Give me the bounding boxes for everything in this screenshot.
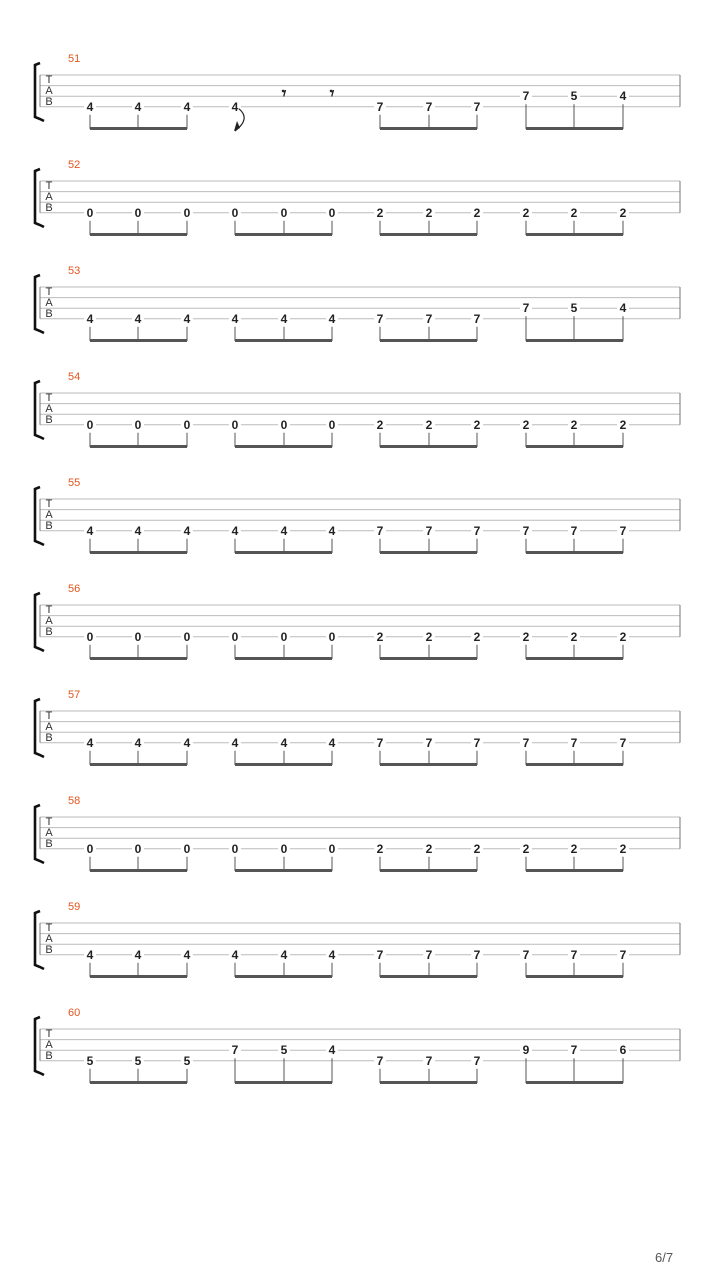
fret-number: 7 — [522, 947, 530, 962]
tab-clef-letter: A — [45, 85, 53, 97]
fret-number: 4 — [280, 523, 288, 538]
fret-number: 4 — [328, 947, 336, 962]
tab-clef-letter: T — [45, 816, 53, 828]
beam — [380, 551, 477, 554]
tab-clef-letter: A — [45, 933, 53, 945]
beam — [90, 763, 187, 766]
fret-number: 2 — [619, 841, 627, 856]
fret-number: 4 — [328, 523, 336, 538]
fret-number: 2 — [570, 841, 578, 856]
tab-clef-letter: A — [45, 403, 53, 415]
tab-clef-letter: T — [45, 286, 53, 298]
tab-clef-letter: T — [45, 180, 53, 192]
beam — [235, 869, 332, 872]
beam — [380, 975, 477, 978]
fret-number: 7 — [570, 1043, 578, 1058]
fret-number: 0 — [328, 205, 336, 220]
beam — [90, 233, 187, 236]
fret-number: 4 — [231, 523, 239, 538]
fret-number: 4 — [328, 735, 336, 750]
fret-number: 4 — [86, 523, 94, 538]
beam — [526, 657, 623, 660]
measure-number: 58 — [68, 795, 81, 807]
beam — [235, 1081, 332, 1084]
fret-number: 0 — [134, 629, 142, 644]
beam — [380, 127, 477, 130]
fret-number: 4 — [86, 947, 94, 962]
fret-number: 4 — [619, 89, 627, 104]
tab-clef-letter: A — [45, 721, 53, 733]
fret-number: 0 — [134, 205, 142, 220]
tab-clef-letter: T — [45, 1028, 53, 1040]
tab-clef-letter: A — [45, 615, 53, 627]
fret-number: 7 — [619, 735, 627, 750]
beam — [380, 869, 477, 872]
fret-number: 4 — [183, 523, 191, 538]
fret-number: 7 — [473, 1053, 481, 1068]
fret-number: 0 — [183, 841, 191, 856]
tab-clef-letter: A — [45, 297, 53, 309]
fret-number: 2 — [522, 205, 530, 220]
fret-number: 0 — [183, 205, 191, 220]
fret-number: 5 — [570, 89, 578, 104]
tab-clef-letter: B — [45, 944, 53, 956]
fret-number: 2 — [473, 841, 481, 856]
measure-number: 51 — [68, 53, 81, 65]
tab-clef-letter: A — [45, 509, 53, 521]
fret-number: 0 — [86, 841, 94, 856]
beam — [526, 445, 623, 448]
beam — [90, 869, 187, 872]
fret-number: 0 — [328, 629, 336, 644]
eighth-rest: 𝄾 — [329, 84, 335, 105]
fret-number: 0 — [280, 841, 288, 856]
fret-number: 4 — [183, 735, 191, 750]
beam — [526, 233, 623, 236]
page-number: 6/7 — [655, 1250, 674, 1265]
beam — [380, 339, 477, 342]
fret-number: 4 — [231, 99, 239, 114]
tab-clef-letter: B — [45, 96, 53, 108]
fret-number: 7 — [473, 99, 481, 114]
measure-number: 56 — [68, 583, 81, 595]
beam — [235, 657, 332, 660]
beam — [380, 233, 477, 236]
measure-number: 60 — [68, 1007, 81, 1019]
fret-number: 2 — [570, 417, 578, 432]
beam — [526, 127, 623, 130]
fret-number: 2 — [473, 417, 481, 432]
beam — [380, 657, 477, 660]
fret-number: 2 — [425, 205, 433, 220]
bend-arrowhead — [234, 121, 240, 131]
fret-number: 7 — [231, 1043, 239, 1058]
fret-number: 2 — [619, 629, 627, 644]
beam — [90, 657, 187, 660]
fret-number: 0 — [86, 205, 94, 220]
tab-clef-letter: B — [45, 1050, 53, 1062]
fret-number: 4 — [86, 311, 94, 326]
fret-number: 0 — [328, 841, 336, 856]
fret-number: 7 — [376, 1053, 384, 1068]
tab-clef-letter: A — [45, 191, 53, 203]
fret-number: 4 — [86, 99, 94, 114]
fret-number: 2 — [376, 841, 384, 856]
fret-number: 2 — [570, 629, 578, 644]
fret-number: 2 — [425, 417, 433, 432]
fret-number: 4 — [328, 311, 336, 326]
measure-number: 55 — [68, 477, 81, 489]
fret-number: 4 — [134, 947, 142, 962]
tab-clef-letter: T — [45, 922, 53, 934]
fret-number: 7 — [425, 1053, 433, 1068]
fret-number: 9 — [522, 1043, 530, 1058]
fret-number: 4 — [280, 947, 288, 962]
beam — [90, 445, 187, 448]
fret-number: 0 — [231, 629, 239, 644]
beam — [235, 975, 332, 978]
fret-number: 4 — [280, 735, 288, 750]
fret-number: 4 — [183, 311, 191, 326]
fret-number: 0 — [280, 417, 288, 432]
fret-number: 7 — [473, 735, 481, 750]
fret-number: 5 — [570, 301, 578, 316]
beam — [235, 763, 332, 766]
beam — [235, 551, 332, 554]
fret-number: 2 — [425, 841, 433, 856]
fret-number: 0 — [134, 841, 142, 856]
fret-number: 5 — [280, 1043, 288, 1058]
measure-number: 57 — [68, 689, 81, 701]
fret-number: 2 — [376, 629, 384, 644]
fret-number: 7 — [473, 947, 481, 962]
fret-number: 5 — [86, 1053, 94, 1068]
tab-clef-letter: T — [45, 392, 53, 404]
fret-number: 0 — [280, 205, 288, 220]
tab-clef-letter: T — [45, 710, 53, 722]
beam — [526, 1081, 623, 1084]
beam — [380, 763, 477, 766]
fret-number: 6 — [619, 1043, 627, 1058]
beam — [90, 339, 187, 342]
beam — [526, 763, 623, 766]
tab-clef-letter: B — [45, 520, 53, 532]
beam — [526, 339, 623, 342]
fret-number: 5 — [183, 1053, 191, 1068]
fret-number: 7 — [376, 523, 384, 538]
beam — [235, 233, 332, 236]
measure-number: 59 — [68, 901, 81, 913]
fret-number: 4 — [134, 99, 142, 114]
fret-number: 7 — [522, 523, 530, 538]
beam — [90, 127, 187, 130]
tab-clef-letter: A — [45, 1039, 53, 1051]
beam — [380, 445, 477, 448]
fret-number: 0 — [86, 417, 94, 432]
fret-number: 7 — [619, 947, 627, 962]
fret-number: 4 — [231, 947, 239, 962]
fret-number: 2 — [570, 205, 578, 220]
beam — [526, 975, 623, 978]
tab-clef-letter: B — [45, 732, 53, 744]
fret-number: 4 — [134, 311, 142, 326]
fret-number: 7 — [376, 311, 384, 326]
fret-number: 7 — [376, 947, 384, 962]
fret-number: 2 — [522, 841, 530, 856]
fret-number: 2 — [376, 205, 384, 220]
fret-number: 4 — [231, 735, 239, 750]
beam — [90, 975, 187, 978]
fret-number: 7 — [619, 523, 627, 538]
fret-number: 4 — [328, 1043, 336, 1058]
fret-number: 0 — [231, 205, 239, 220]
fret-number: 4 — [86, 735, 94, 750]
fret-number: 4 — [231, 311, 239, 326]
tab-clef-letter: B — [45, 202, 53, 214]
tab-clef-letter: B — [45, 414, 53, 426]
fret-number: 7 — [570, 523, 578, 538]
fret-number: 2 — [522, 629, 530, 644]
tab-clef-letter: B — [45, 838, 53, 850]
tab-clef-letter: A — [45, 827, 53, 839]
tab-clef-letter: B — [45, 626, 53, 638]
fret-number: 7 — [425, 311, 433, 326]
fret-number: 2 — [522, 417, 530, 432]
measure-number: 52 — [68, 159, 81, 171]
measure-number: 53 — [68, 265, 81, 277]
fret-number: 0 — [183, 417, 191, 432]
beam — [235, 445, 332, 448]
fret-number: 2 — [619, 205, 627, 220]
beam — [90, 1081, 187, 1084]
fret-number: 2 — [619, 417, 627, 432]
fret-number: 4 — [280, 311, 288, 326]
tab-clef-letter: T — [45, 498, 53, 510]
fret-number: 0 — [134, 417, 142, 432]
fret-number: 0 — [183, 629, 191, 644]
fret-number: 7 — [473, 311, 481, 326]
fret-number: 7 — [376, 735, 384, 750]
fret-number: 4 — [619, 301, 627, 316]
fret-number: 4 — [183, 99, 191, 114]
fret-number: 4 — [134, 735, 142, 750]
fret-number: 0 — [328, 417, 336, 432]
tab-clef-letter: B — [45, 308, 53, 320]
beam — [235, 339, 332, 342]
tab-clef-letter: T — [45, 604, 53, 616]
fret-number: 0 — [231, 417, 239, 432]
fret-number: 5 — [134, 1053, 142, 1068]
fret-number: 7 — [570, 735, 578, 750]
beam — [90, 551, 187, 554]
eighth-rest: 𝄾 — [281, 84, 287, 105]
measure-number: 54 — [68, 371, 81, 383]
fret-number: 2 — [425, 629, 433, 644]
fret-number: 2 — [376, 417, 384, 432]
fret-number: 7 — [425, 99, 433, 114]
fret-number: 4 — [183, 947, 191, 962]
beam — [526, 869, 623, 872]
fret-number: 0 — [231, 841, 239, 856]
fret-number: 7 — [570, 947, 578, 962]
fret-number: 7 — [522, 89, 530, 104]
fret-number: 7 — [522, 735, 530, 750]
fret-number: 0 — [86, 629, 94, 644]
fret-number: 7 — [522, 301, 530, 316]
beam — [380, 1081, 477, 1084]
beam — [526, 551, 623, 554]
tab-clef-letter: T — [45, 74, 53, 86]
fret-number: 7 — [425, 735, 433, 750]
fret-number: 7 — [425, 947, 433, 962]
fret-number: 4 — [134, 523, 142, 538]
fret-number: 2 — [473, 205, 481, 220]
fret-number: 2 — [473, 629, 481, 644]
fret-number: 7 — [425, 523, 433, 538]
fret-number: 0 — [280, 629, 288, 644]
fret-number: 7 — [376, 99, 384, 114]
fret-number: 7 — [473, 523, 481, 538]
